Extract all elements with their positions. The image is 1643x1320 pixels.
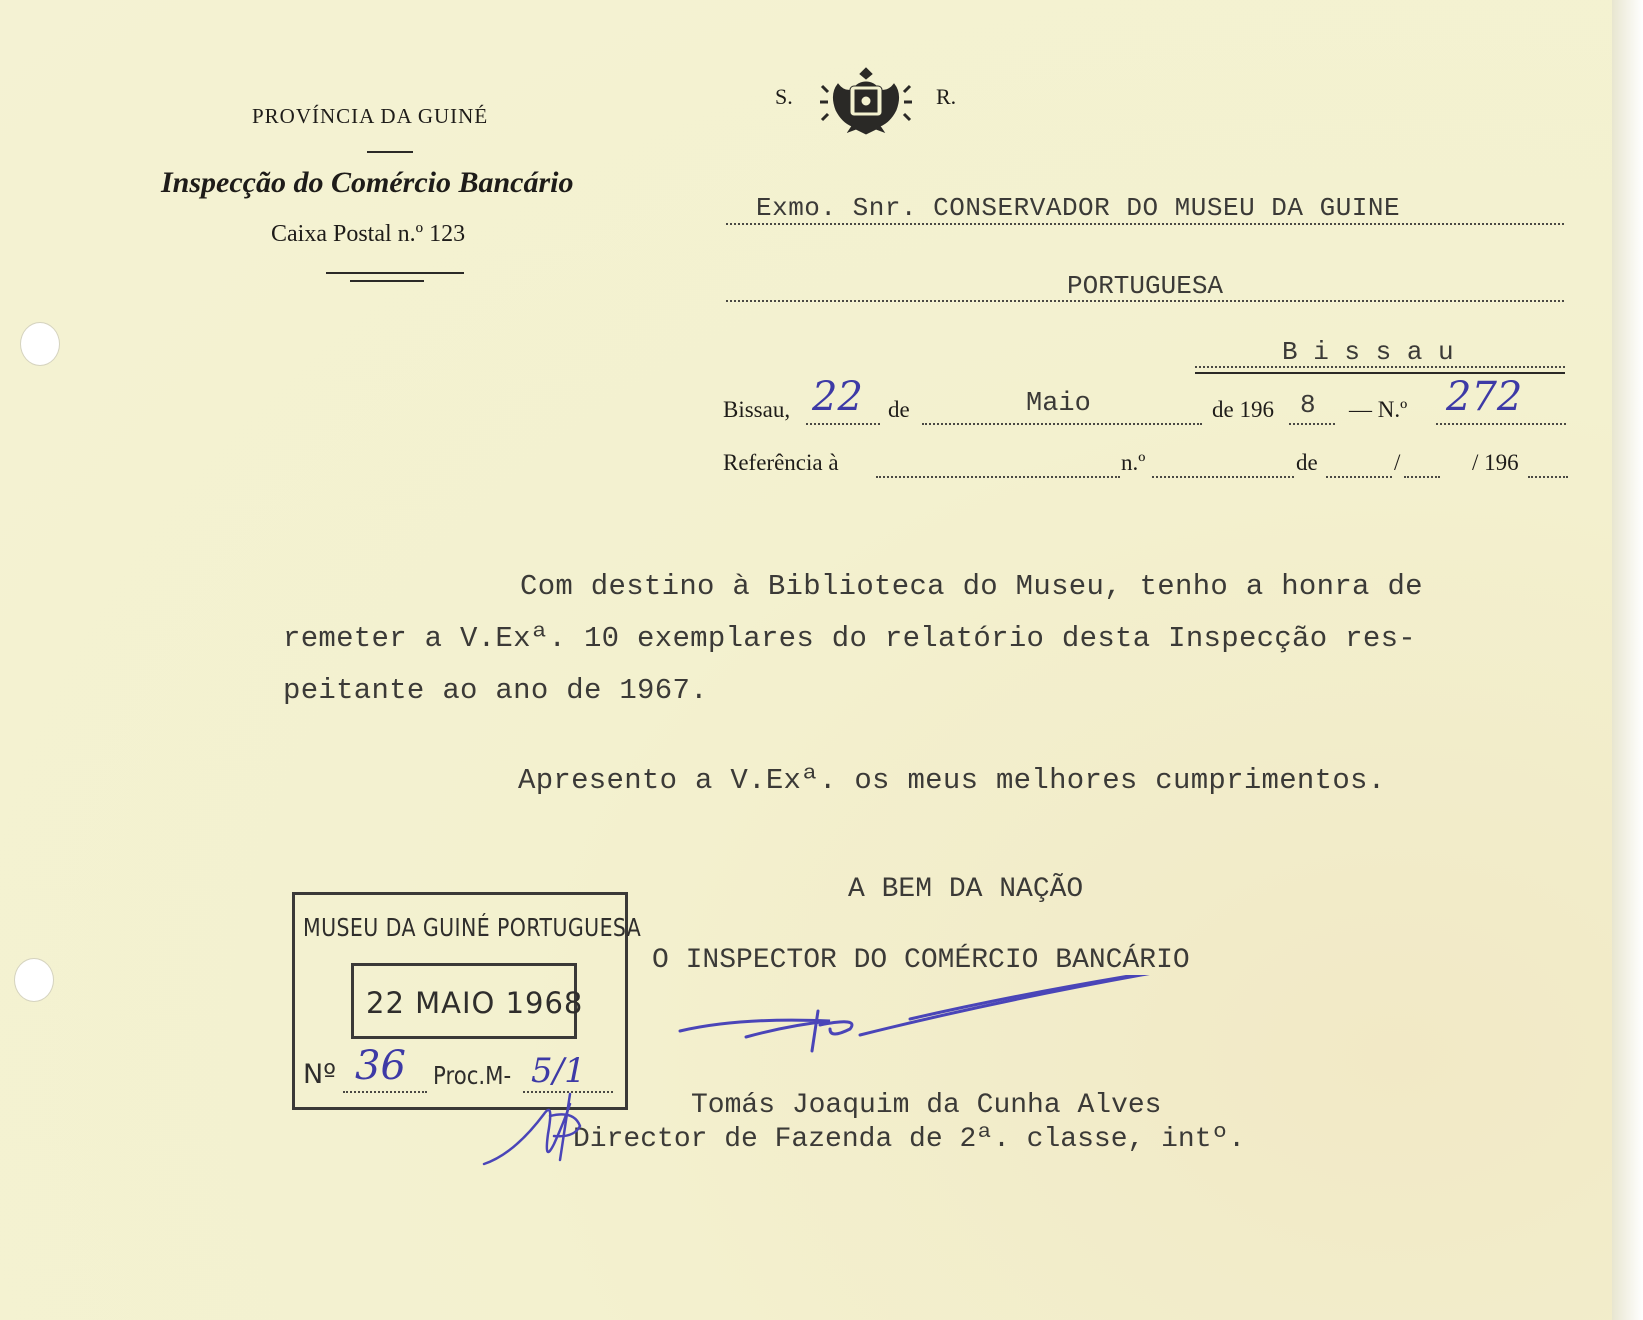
reference-de-label: de	[1296, 450, 1318, 475]
stamp-number-handwritten: 36	[355, 1043, 406, 1089]
reference-number-rule	[1152, 476, 1294, 478]
letterhead-rule-2	[350, 280, 424, 282]
reference-year-label: / 196	[1472, 450, 1519, 475]
address-line-1-rule	[726, 223, 1564, 225]
reference-day-rule	[1326, 476, 1392, 478]
punch-hole-bottom	[14, 958, 54, 1002]
body-greeting: Apresento a V.Exª. os meus melhores cumprimentos.	[518, 764, 1386, 797]
coat-of-arms-icon	[818, 62, 914, 136]
stamp-process-handwritten: 5/1	[531, 1051, 586, 1091]
stamp-number-rule	[343, 1091, 427, 1093]
document-number-label: — N.º	[1349, 397, 1408, 422]
stamp-number-label: Nº	[303, 1059, 336, 1090]
closing-motto: A BEM DA NAÇÃO	[848, 874, 1084, 905]
republic-mark-left: S.	[775, 84, 793, 109]
stamp-process-label: Proc.M-	[433, 1061, 512, 1090]
department-name: Inspecção do Comércio Bancário	[161, 166, 574, 199]
initials-mark-icon	[480, 1090, 620, 1170]
date-year-digit: 8	[1300, 390, 1316, 420]
addressee-line-2: PORTUGUESA	[1067, 271, 1224, 301]
addressee-city: B i s s a u	[1282, 337, 1454, 367]
body-line-3: peitante ao ano de 1967.	[283, 674, 708, 707]
signature-icon	[670, 975, 1210, 1055]
date-day-handwritten: 22	[812, 374, 863, 420]
day-rule	[806, 423, 880, 425]
signatory-title: O INSPECTOR DO COMÉRCIO BANCÁRIO	[652, 945, 1190, 976]
month-rule	[922, 423, 1202, 425]
reference-month-rule	[1404, 476, 1440, 478]
museum-receipt-stamp	[292, 892, 642, 1110]
document-number-handwritten: 272	[1446, 374, 1523, 420]
signatory-position: Director de Fazenda de 2ª. classe, intº.	[573, 1124, 1246, 1155]
signatory-name: Tomás Joaquim da Cunha Alves	[691, 1090, 1162, 1121]
province-heading: PROVÍNCIA DA GUINÉ	[252, 104, 489, 128]
addressee-line-1: Exmo. Snr. CONSERVADOR DO MUSEU DA GUINE	[756, 193, 1401, 223]
body-line-1: Com destino à Biblioteca do Museu, tenho a honra de	[520, 570, 1423, 603]
reference-rule	[876, 476, 1120, 478]
reference-year-rule	[1528, 476, 1568, 478]
date-place-label: Bissau,	[723, 397, 791, 422]
republic-mark-right: R.	[936, 84, 957, 109]
number-rule	[1436, 423, 1566, 425]
reference-number-label: n.º	[1121, 450, 1146, 475]
postal-box: Caixa Postal n.º 123	[271, 221, 466, 247]
heading-divider	[367, 151, 413, 153]
letterhead-rule-1	[326, 272, 464, 274]
reference-slash: /	[1394, 450, 1401, 475]
body-line-2: remeter a V.Exª. 10 exemplares do relatório desta Inspecção res-	[283, 622, 1416, 655]
reference-label: Referência à	[723, 450, 839, 475]
punch-hole-top	[20, 322, 60, 366]
date-month: Maio	[1026, 389, 1091, 419]
year-rule	[1289, 423, 1335, 425]
date-year-label: de 196	[1212, 397, 1274, 422]
date-de-label: de	[888, 397, 910, 422]
stamp-header: MUSEU DA GUINÉ PORTUGUESA	[303, 913, 642, 942]
stamp-date-box	[351, 963, 584, 1039]
stamp-date: 22 MAIO 1968	[366, 986, 584, 1020]
page-edge	[1612, 0, 1643, 1320]
